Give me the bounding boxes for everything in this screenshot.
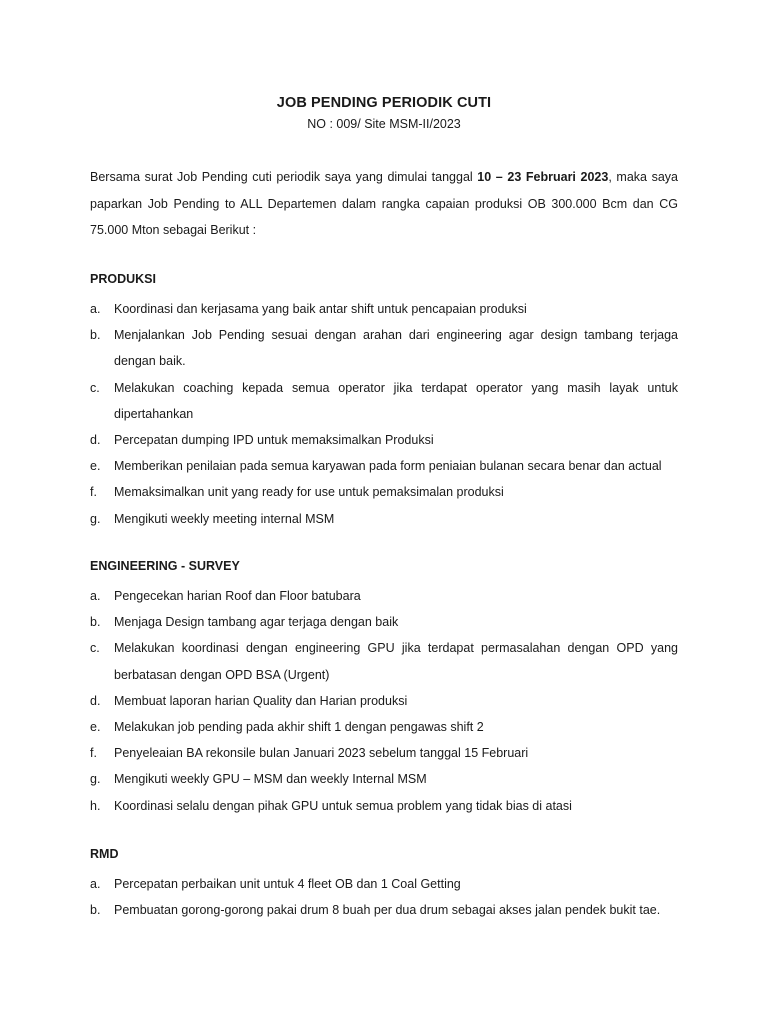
list-text: Pengecekan harian Roof dan Floor batubara — [114, 589, 361, 603]
list-item — [90, 583, 678, 609]
section-heading: RMD — [90, 847, 119, 861]
list-text: Mengikuti weekly GPU – MSM dan weekly Internal MSM — [114, 772, 427, 787]
list-marker: f. — [90, 485, 97, 500]
list-text: Percepatan perbaikan unit untuk 4 fleet OB dan 1 Coal Getting — [114, 877, 461, 891]
list-text: Pembuatan gorong-gorong pakai drum 8 buah per dua drum sebagai akses jalan pendek bukit tae. — [114, 903, 661, 918]
list-item — [90, 793, 678, 819]
list-marker: a. — [90, 589, 101, 603]
list-text: Membuat laporan harian Quality dan Harian produksi — [114, 693, 408, 708]
list-text: Penyeleaian BA rekonsile bulan Januari 2023 sebelum tanggal 15 Februari — [114, 746, 529, 761]
list-text: Memberikan penilaian pada semua karyawan pada form peniaian bulanan secara benar dan actual — [114, 459, 662, 474]
list-item — [90, 427, 678, 453]
list-text: Melakukan koordinasi dengan engineering GPU jika terdapat permasalahan dengan OPD yang berbatasan dengan OPD BSA (Urgent) — [114, 641, 678, 682]
list-text: Menjaga Design tambang agar terjaga dengan baik — [114, 615, 399, 630]
list-marker: e. — [90, 459, 101, 474]
section-heading: ENGINEERING - SURVEY — [90, 559, 240, 573]
list-item — [90, 479, 678, 505]
list-marker: d. — [90, 693, 101, 708]
section-engineering-survey — [90, 557, 678, 819]
list-marker: g. — [90, 772, 101, 787]
list-marker: a. — [90, 877, 101, 891]
list-text: Percepatan dumping IPD untuk memaksimalkan Produksi — [114, 433, 434, 448]
list-item — [90, 375, 678, 427]
list-marker: d. — [90, 433, 101, 448]
list-marker: a. — [90, 302, 101, 316]
list-marker: e. — [90, 720, 101, 735]
document-page — [90, 0, 678, 1024]
list-marker: b. — [90, 615, 101, 630]
list-item — [90, 714, 678, 740]
section-heading: PRODUKSI — [90, 272, 156, 286]
list-text: Koordinasi dan kerjasama yang baik antar shift untuk pencapaian produksi — [114, 302, 527, 316]
document-title: JOB PENDING PERIODIK CUTI — [276, 95, 492, 111]
list-item — [90, 322, 678, 374]
list-item — [90, 871, 678, 897]
list-item — [90, 766, 678, 792]
list-marker: b. — [90, 903, 101, 918]
list-text: Menjalankan Job Pending sesuai dengan arahan dari engineering agar design tambang terjaga dengan baik. — [114, 328, 678, 369]
list-marker: h. — [90, 798, 101, 813]
list-text: Koordinasi selalu dengan pihak GPU untuk semua problem yang tidak bias di atasi — [114, 798, 572, 813]
list-marker: b. — [90, 328, 101, 343]
list-marker: c. — [90, 380, 100, 395]
list-item — [90, 506, 678, 532]
section-rmd — [90, 845, 678, 923]
list-text: Melakukan job pending pada akhir shift 1 dengan pengawas shift 2 — [114, 720, 484, 735]
list-item — [90, 635, 678, 687]
list-marker: f. — [90, 746, 97, 761]
list-marker: g. — [90, 511, 101, 526]
list-item — [90, 296, 678, 322]
list-item — [90, 740, 678, 766]
list-item — [90, 688, 678, 714]
section-produksi — [90, 270, 678, 532]
list-text: Mengikuti weekly meeting internal MSM — [114, 511, 335, 526]
intro-text-1: Bersama surat Job Pending cuti periodik saya yang dimulai tanggal — [90, 170, 478, 184]
list-marker: c. — [90, 641, 100, 656]
intro-paragraph — [90, 164, 678, 244]
list-item — [90, 453, 678, 479]
list-text: Memaksimalkan unit yang ready for use untuk pemaksimalan produksi — [114, 485, 504, 500]
intro-text-2: , maka saya paparkan Job Pending to ALL Departemen dalam rangka capaian produksi OB 300.000 Bcm dan CG 75.000 Mton sebagai Berikut : — [90, 170, 678, 237]
intro-dates: 10 – 23 Februari 2023 — [477, 170, 609, 184]
list-text: Melakukan coaching kepada semua operator jika terdapat operator yang masih layak untuk dipertahankan — [114, 380, 678, 421]
list-item — [90, 897, 678, 923]
list-item — [90, 609, 678, 635]
document-number: NO : 009/ Site MSM-II/2023 — [307, 117, 461, 131]
